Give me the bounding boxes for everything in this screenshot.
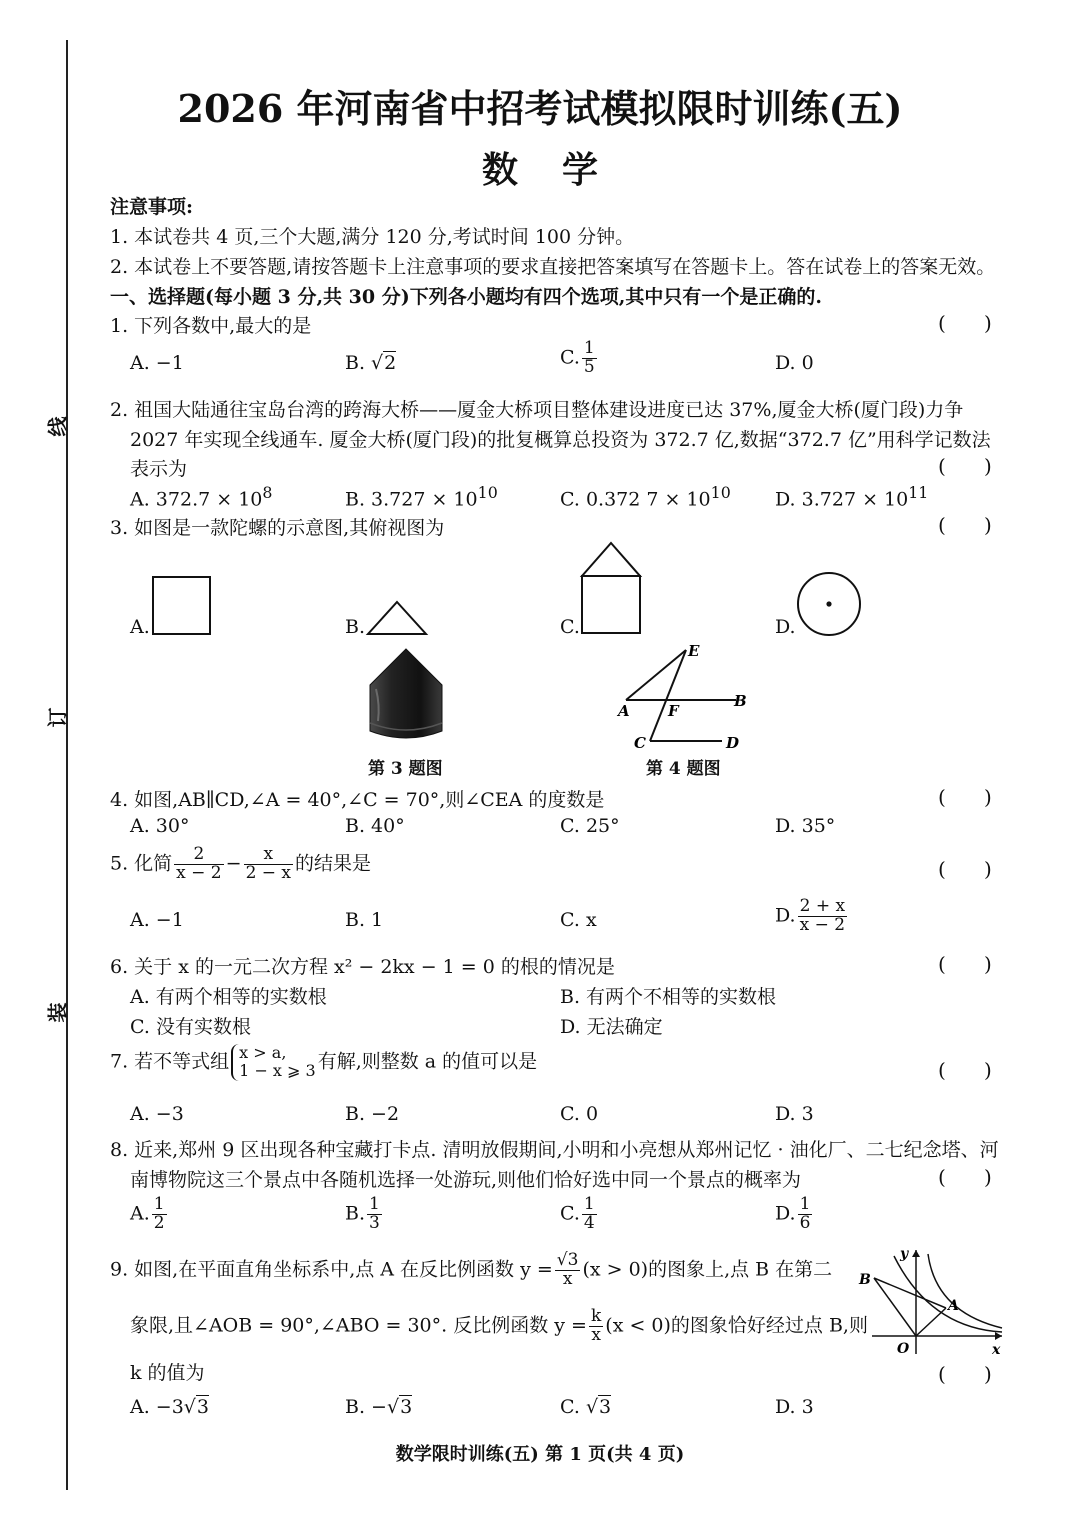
- q2-stem-line-2: 2027 年实现全线通车. 厦金大桥(厦门段)的批复概算总投资为 372.7 亿,数据“372.7 亿”用科学记数法: [130, 429, 991, 451]
- q4-option-d: D. 35°: [775, 815, 836, 837]
- q2-stem-line-1: 2. 祖国大陆通往宝岛台湾的跨海大桥——厦金大桥项目整体建设进度已达 37%,厦金大桥(厦门段)力争: [110, 399, 964, 421]
- q4-option-b: B. 40°: [345, 815, 405, 837]
- q3-option-c-house: [578, 540, 644, 638]
- q3-answer-paren: ( ): [938, 513, 992, 537]
- q5-option-a: A. −1: [130, 909, 184, 931]
- q7-option-a: A. −3: [130, 1103, 184, 1125]
- q1-answer-paren: ( ): [938, 311, 992, 335]
- q9-option-a: A. −3√3: [130, 1396, 210, 1418]
- binding-mark-bind: 装: [45, 1002, 70, 1023]
- q4-stem: 4. 如图,AB∥CD,∠A = 40°,∠C = 70°,则∠CEA 的度数是: [110, 789, 605, 811]
- q4-figure: [612, 638, 772, 753]
- q4-answer-paren: ( ): [938, 785, 992, 809]
- q5-option-b: B. 1: [345, 909, 384, 931]
- q9-graph-label-b: B: [859, 1272, 871, 1288]
- q6-option-a: A. 有两个相等的实数根: [130, 986, 327, 1008]
- q2-option-c: C. 0.372 $7 \times 10^{10}$: [560, 483, 731, 511]
- q4-label-a: A: [618, 702, 630, 720]
- q3-option-c: C.: [560, 616, 580, 638]
- binding-mark-order: 订: [45, 707, 70, 728]
- q1-stem: 1. 下列各数中,最大的是: [110, 315, 312, 337]
- q4-option-a: A. 30°: [130, 815, 190, 837]
- q9-graph-label-o: O: [897, 1341, 910, 1357]
- q9-option-b: B. −√3: [345, 1396, 413, 1418]
- q9-answer-paren: ( ): [938, 1362, 992, 1386]
- q2-answer-paren: ( ): [938, 454, 992, 478]
- q8-option-c: C. $\frac{1}{4}$: [560, 1194, 595, 1233]
- q1-option-b: B. √2: [345, 352, 397, 374]
- q5-option-c: C. x: [560, 909, 597, 931]
- q4-option-c: C. 25°: [560, 815, 620, 837]
- q5-stem: 5. 化简 $\frac{2}{x - 2}$ − $\frac{x}{2 - x}$ 的结果是: [110, 844, 372, 883]
- q3-figure-spinning-top: [364, 645, 448, 750]
- q3-option-d-circle: [795, 570, 863, 638]
- section-1-heading: 一、选择题(每小题 3 分,共 30 分)下列各小题均有四个选项,其中只有一个是正确的.: [110, 286, 822, 308]
- notice-item-2: 2. 本试卷上不要答题,请按答题卡上注意事项的要求直接把答案填写在答题卡上。答在试卷上的答案无效。: [110, 256, 996, 278]
- q6-answer-paren: ( ): [938, 952, 992, 976]
- q9-stem-line-2: 象限,且∠AOB = 90°,∠ABO = 30°. 反比例函数 y = $\frac{k}{x}$ (x < 0)的图象恰好经过点 B,则: [130, 1306, 868, 1345]
- q8-stem-line-1: 8. 近来,郑州 9 区出现各种宝藏打卡点. 清明放假期间,小明和小亮想从郑州记忆 · 油化厂、二七纪念塔、河: [110, 1139, 999, 1161]
- q4-label-f: F: [668, 702, 679, 720]
- q2-option-b: B. $3.727 \times 10^{10}$: [345, 483, 498, 511]
- q3-option-a: A.: [130, 616, 150, 638]
- q3-option-d: D.: [775, 616, 796, 638]
- q3-option-b-triangle: [364, 598, 430, 638]
- q3-option-a-square: [150, 574, 214, 638]
- q9-option-c: C. √3: [560, 1396, 612, 1418]
- q8-option-a: A. $\frac{1}{2}$: [130, 1194, 165, 1233]
- q6-stem: 6. 关于 x 的一元二次方程 x² − 2kx − 1 = 0 的根的情况是: [110, 956, 615, 978]
- exam-title: 2026 年河南省中招考试模拟限时训练(五): [177, 86, 903, 131]
- q8-option-d: D. $\frac{1}{6}$: [775, 1194, 811, 1233]
- q7-option-d: D. 3: [775, 1103, 814, 1125]
- q8-option-b: B. $\frac{1}{3}$: [345, 1194, 380, 1233]
- notice-heading: 注意事项:: [110, 196, 194, 218]
- q7-option-c: C. 0: [560, 1103, 599, 1125]
- binding-line: [66, 40, 68, 1490]
- q7-answer-paren: ( ): [938, 1058, 992, 1082]
- q1-option-a: A. −1: [130, 352, 184, 374]
- q7-stem: 7. 若不等式组 x > a, 1 − x ⩾ 3 有解,则整数 a 的值可以是: [110, 1043, 538, 1081]
- q4-label-e: E: [688, 642, 700, 660]
- page-footer: 数学限时训练(五) 第 1 页(共 4 页): [395, 1444, 685, 1465]
- q8-answer-paren: ( ): [938, 1165, 992, 1189]
- q2-stem-line-3: 表示为: [130, 458, 188, 480]
- q3-stem: 3. 如图是一款陀螺的示意图,其俯视图为: [110, 517, 445, 539]
- q6-option-c: C. 没有实数根: [130, 1016, 251, 1038]
- q6-option-d: D. 无法确定: [560, 1016, 663, 1038]
- q4-label-d: D: [726, 734, 740, 752]
- q9-figure-coordinate-graph: [856, 1242, 1008, 1360]
- q9-graph-label-a: A: [948, 1298, 959, 1314]
- q7-option-b: B. −2: [345, 1103, 400, 1125]
- q1-option-d: D. 0: [775, 352, 814, 374]
- q9-stem-line-1: 9. 如图,在平面直角坐标系中,点 A 在反比例函数 y = $\frac{√3}{x}$ (x > 0)的图象上,点 B 在第二: [110, 1250, 833, 1289]
- binding-mark-line: 线: [45, 416, 70, 437]
- q4-figure-caption: 第 4 题图: [646, 759, 721, 779]
- q3-figure-caption: 第 3 题图: [368, 759, 443, 779]
- q8-stem-line-2: 南博物院这三个景点中各随机选择一处游玩,则他们恰好选中同一个景点的概率为: [130, 1169, 802, 1191]
- q5-answer-paren: ( ): [938, 857, 992, 881]
- q9-option-d: D. 3: [775, 1396, 814, 1418]
- q2-option-d: D. $3.727 \times 10^{11}$: [775, 483, 929, 511]
- q6-option-b: B. 有两个不相等的实数根: [560, 986, 777, 1008]
- q3-option-b: B.: [345, 616, 366, 638]
- q4-label-b: B: [734, 692, 747, 710]
- q1-option-c: C. $\frac{1}{5}$: [560, 338, 595, 377]
- q5-option-d: D. $\frac{2 + x}{x - 2}$: [775, 896, 846, 935]
- q9-graph-label-x: x: [992, 1342, 1001, 1358]
- q4-label-c: C: [634, 734, 646, 752]
- q9-graph-label-y: y: [900, 1246, 909, 1262]
- notice-item-1: 1. 本试卷共 4 页,三个大题,满分 120 分,考试时间 100 分钟。: [110, 226, 635, 248]
- exam-subject: 数学: [481, 149, 642, 191]
- q9-stem-line-3: k 的值为: [130, 1362, 205, 1384]
- q2-option-a: A. $372.7 \times 10^8$: [130, 483, 273, 511]
